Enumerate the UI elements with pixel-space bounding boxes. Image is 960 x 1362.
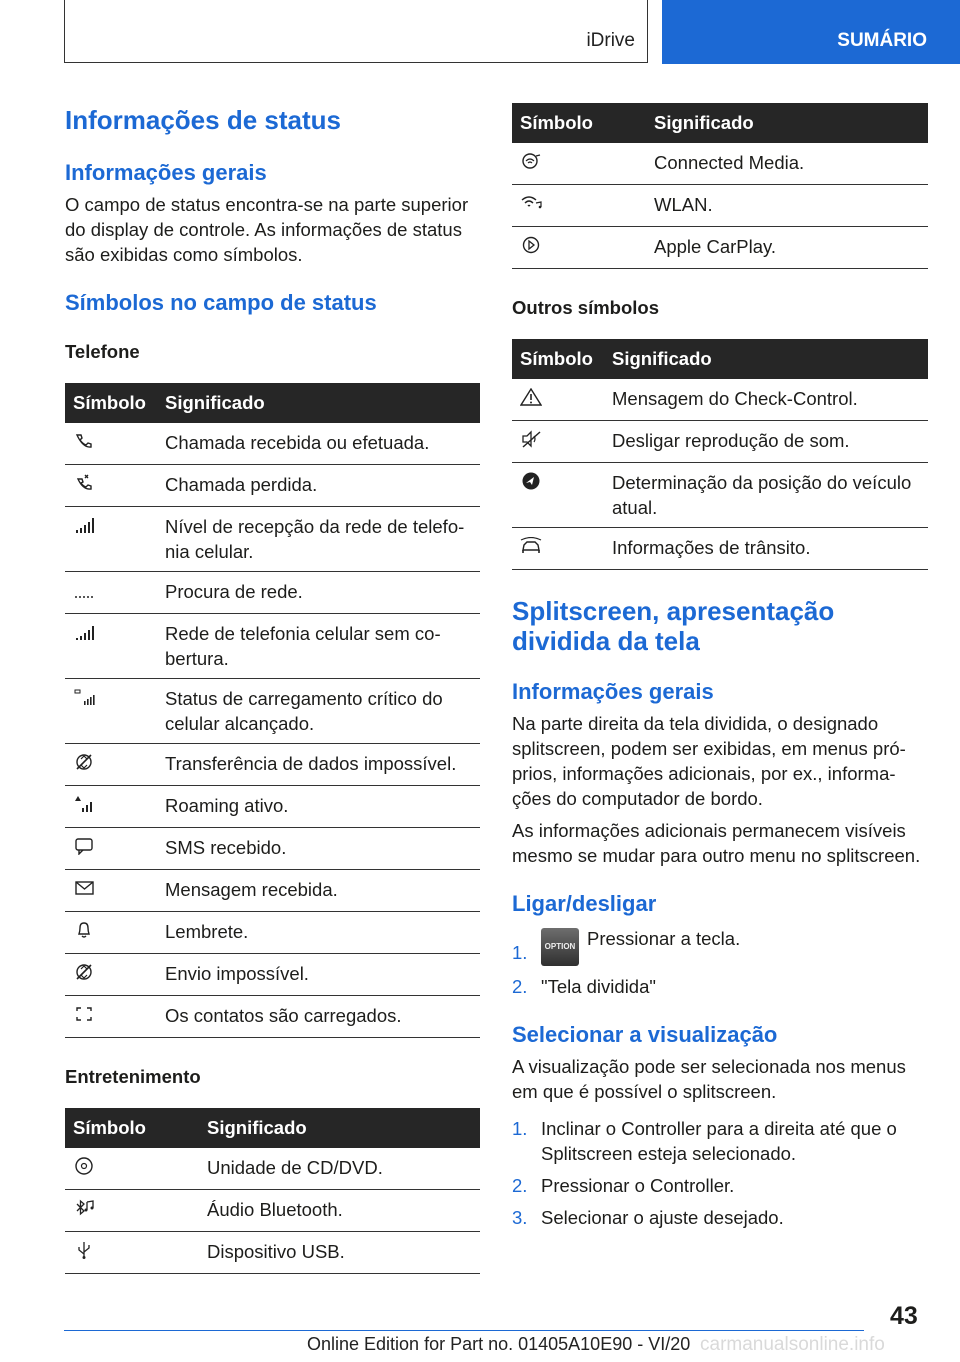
section-title: iDrive <box>586 30 635 51</box>
table-row <box>65 465 480 507</box>
symbol-cell <box>65 870 157 912</box>
step-number: 1. <box>512 1118 528 1139</box>
warning-triangle-icon <box>520 388 542 406</box>
step-number: 2. <box>512 976 528 997</box>
table-row <box>512 379 928 421</box>
meaning-cell: Envio impossível. <box>157 954 480 996</box>
table-header-meaning: Significado <box>604 339 928 379</box>
meaning-cell: Determinação da posição do veículo atual. <box>604 463 928 528</box>
meaning-cell: Chamada recebida ou efetuada. <box>157 423 480 465</box>
contacts-loading-icon <box>73 1005 95 1023</box>
table-row <box>512 528 928 570</box>
symbol-cell <box>65 614 157 679</box>
symbol-cell <box>512 528 604 570</box>
symbol-cell <box>512 185 646 227</box>
table-row <box>65 954 480 996</box>
meaning-cell: Status de carregamento crítico do celular alcançado. <box>157 679 480 744</box>
meaning-cell: Roaming ativo. <box>157 786 480 828</box>
left-column <box>65 100 480 1274</box>
list-item <box>512 926 928 970</box>
step-number: 1. <box>512 942 528 963</box>
meaning-cell: Dispositivo USB. <box>199 1232 480 1274</box>
header-bar <box>64 0 648 63</box>
list-item <box>512 1116 928 1166</box>
missed-call-icon <box>73 474 95 492</box>
phone-handset-icon <box>73 432 95 450</box>
step-text: Pressionar o Controller. <box>541 1175 735 1196</box>
right-column <box>512 103 928 1230</box>
entertainment-heading: Entretenimento <box>65 1066 201 1087</box>
symbol-cell <box>65 828 157 870</box>
phone-heading: Telefone <box>65 341 140 362</box>
status-info-heading: Informações de status <box>65 105 341 135</box>
status-symbols-heading: Símbolos no campo de status <box>65 290 377 315</box>
symbol-cell <box>512 143 646 185</box>
table-row <box>65 786 480 828</box>
table-row <box>65 1232 480 1274</box>
no-coverage-icon <box>73 623 95 641</box>
meaning-cell: Transferência de dados impossível. <box>157 744 480 786</box>
table-row <box>65 744 480 786</box>
send-impossible-icon <box>73 963 95 981</box>
usb-icon <box>73 1241 95 1259</box>
connected-media-icon <box>520 152 542 170</box>
split-general-heading: Informações gerais <box>512 679 714 704</box>
table-row <box>65 996 480 1038</box>
splitscreen-heading: Splitscreen, apresentação dividida da tela <box>512 596 835 656</box>
meaning-cell: Áudio Bluetooth. <box>199 1190 480 1232</box>
table-row <box>65 679 480 744</box>
table-row <box>65 614 480 679</box>
meaning-cell: Mensagem do Check-Control. <box>604 379 928 421</box>
step-number: 3. <box>512 1207 528 1228</box>
symbol-cell <box>65 954 157 996</box>
symbol-cell <box>512 463 604 528</box>
meaning-cell: Nível de recepção da rede de telefonia celular. <box>157 507 480 572</box>
symbol-cell <box>512 421 604 463</box>
meaning-cell: Mensagem recebida. <box>157 870 480 912</box>
carplay-icon <box>520 236 542 254</box>
meaning-cell: Os contatos são carregados. <box>157 996 480 1038</box>
meaning-cell: Unidade de CD/DVD. <box>199 1148 480 1190</box>
meaning-cell: Procura de rede. <box>157 572 480 614</box>
symbol-cell <box>65 1148 199 1190</box>
bell-icon <box>73 921 95 939</box>
symbol-cell <box>512 227 646 269</box>
low-battery-icon <box>73 688 95 706</box>
meaning-cell: WLAN. <box>646 185 928 227</box>
list-item <box>512 1173 928 1198</box>
meaning-cell: SMS recebido. <box>157 828 480 870</box>
envelope-icon <box>73 879 95 897</box>
select-view-heading: Selecionar a visualização <box>512 1022 778 1047</box>
no-data-transfer-icon <box>73 753 95 771</box>
table-header-symbol: Símbolo <box>512 339 604 379</box>
split-paragraph-1: Na parte direita da tela dividida, o designado splitscreen, podem ser exibidas, em menus próprios, informações adicionais, por ex., informações do computador de bordo. <box>512 713 906 809</box>
symbol-cell <box>65 423 157 465</box>
select-view-text: A visualização pode ser selecionada nos menus em que é possível o splitscreen. <box>512 1056 906 1102</box>
toc-button[interactable]: SUMÁRIO <box>662 0 960 64</box>
footer-divider <box>64 1330 864 1331</box>
sms-icon <box>73 837 95 855</box>
roaming-icon <box>73 795 95 813</box>
disc-icon <box>73 1157 95 1175</box>
page-number: 43 <box>890 1302 918 1330</box>
table-row <box>512 143 928 185</box>
list-item <box>512 974 928 999</box>
step-text: "Tela dividida" <box>541 976 656 997</box>
on-off-steps <box>512 926 928 999</box>
step-number: 2. <box>512 1175 528 1196</box>
symbol-cell <box>65 786 157 828</box>
table-row <box>65 572 480 614</box>
table-row <box>512 463 928 528</box>
table-header-meaning: Significado <box>646 103 928 143</box>
table-row <box>65 912 480 954</box>
table-row <box>512 185 928 227</box>
table-row <box>512 421 928 463</box>
select-view-steps <box>512 1116 928 1230</box>
symbol-cell <box>65 1190 199 1232</box>
phone-symbols-table <box>65 383 480 1038</box>
step-text: Selecionar o ajuste desejado. <box>541 1207 784 1228</box>
wlan-icon <box>520 194 542 212</box>
symbol-cell <box>65 507 157 572</box>
meaning-cell: Chamada perdida. <box>157 465 480 507</box>
entertainment-symbols-table <box>65 1108 480 1274</box>
symbol-cell <box>65 572 157 614</box>
meaning-cell: Apple CarPlay. <box>646 227 928 269</box>
meaning-cell: Informações de trânsito. <box>604 528 928 570</box>
table-header-symbol: Símbolo <box>65 383 157 423</box>
table-row <box>65 828 480 870</box>
step-text: Inclinar o Controller para a direita até que o Splitscreen esteja selecionado. <box>541 1118 897 1164</box>
symbol-cell <box>65 1232 199 1274</box>
list-item <box>512 1205 928 1230</box>
mute-icon <box>520 430 542 448</box>
table-row <box>65 507 480 572</box>
table-row <box>65 423 480 465</box>
bluetooth-audio-icon <box>73 1199 95 1217</box>
network-search-icon <box>73 581 95 599</box>
step-text: Pressionar a tecla. <box>587 928 741 949</box>
symbol-cell <box>65 912 157 954</box>
other-symbols-table <box>512 339 928 570</box>
table-row <box>65 870 480 912</box>
table-header-meaning: Significado <box>199 1108 480 1148</box>
symbol-cell <box>512 379 604 421</box>
option-key-icon: OPTION <box>541 928 579 966</box>
other-symbols-heading: Outros símbolos <box>512 297 659 318</box>
table-header-symbol: Símbolo <box>65 1108 199 1148</box>
signal-strength-icon <box>73 516 95 534</box>
symbol-cell <box>65 465 157 507</box>
edition-text: Online Edition for Part no. 01405A10E90 - VI/20 <box>307 1334 691 1354</box>
table-header-meaning: Significado <box>157 383 480 423</box>
split-paragraph-2: As informações adicionais permanecem visíveis mesmo se mudar para outro menu no splitscreen. <box>512 820 921 866</box>
meaning-cell: Lembrete. <box>157 912 480 954</box>
meaning-cell: Desligar reprodução de som. <box>604 421 928 463</box>
position-icon <box>520 472 542 490</box>
table-row <box>512 227 928 269</box>
symbol-cell <box>65 996 157 1038</box>
entertainment-cont-table <box>512 103 928 269</box>
traffic-icon <box>520 537 542 555</box>
general-info-heading: Informações gerais <box>65 160 267 185</box>
meaning-cell: Rede de telefonia celular sem cobertura. <box>157 614 480 679</box>
general-info-text: O campo de status encontra-se na parte superior do display de controle. As informações de status são exibidas como símbolos. <box>65 194 469 265</box>
meaning-cell: Connected Media. <box>646 143 928 185</box>
table-row <box>65 1190 480 1232</box>
table-header-symbol: Símbolo <box>512 103 646 143</box>
symbol-cell <box>65 679 157 744</box>
on-off-heading: Ligar/desligar <box>512 891 657 916</box>
watermark: carmanualsonline.info <box>700 1334 885 1355</box>
table-row <box>65 1148 480 1190</box>
symbol-cell <box>65 744 157 786</box>
